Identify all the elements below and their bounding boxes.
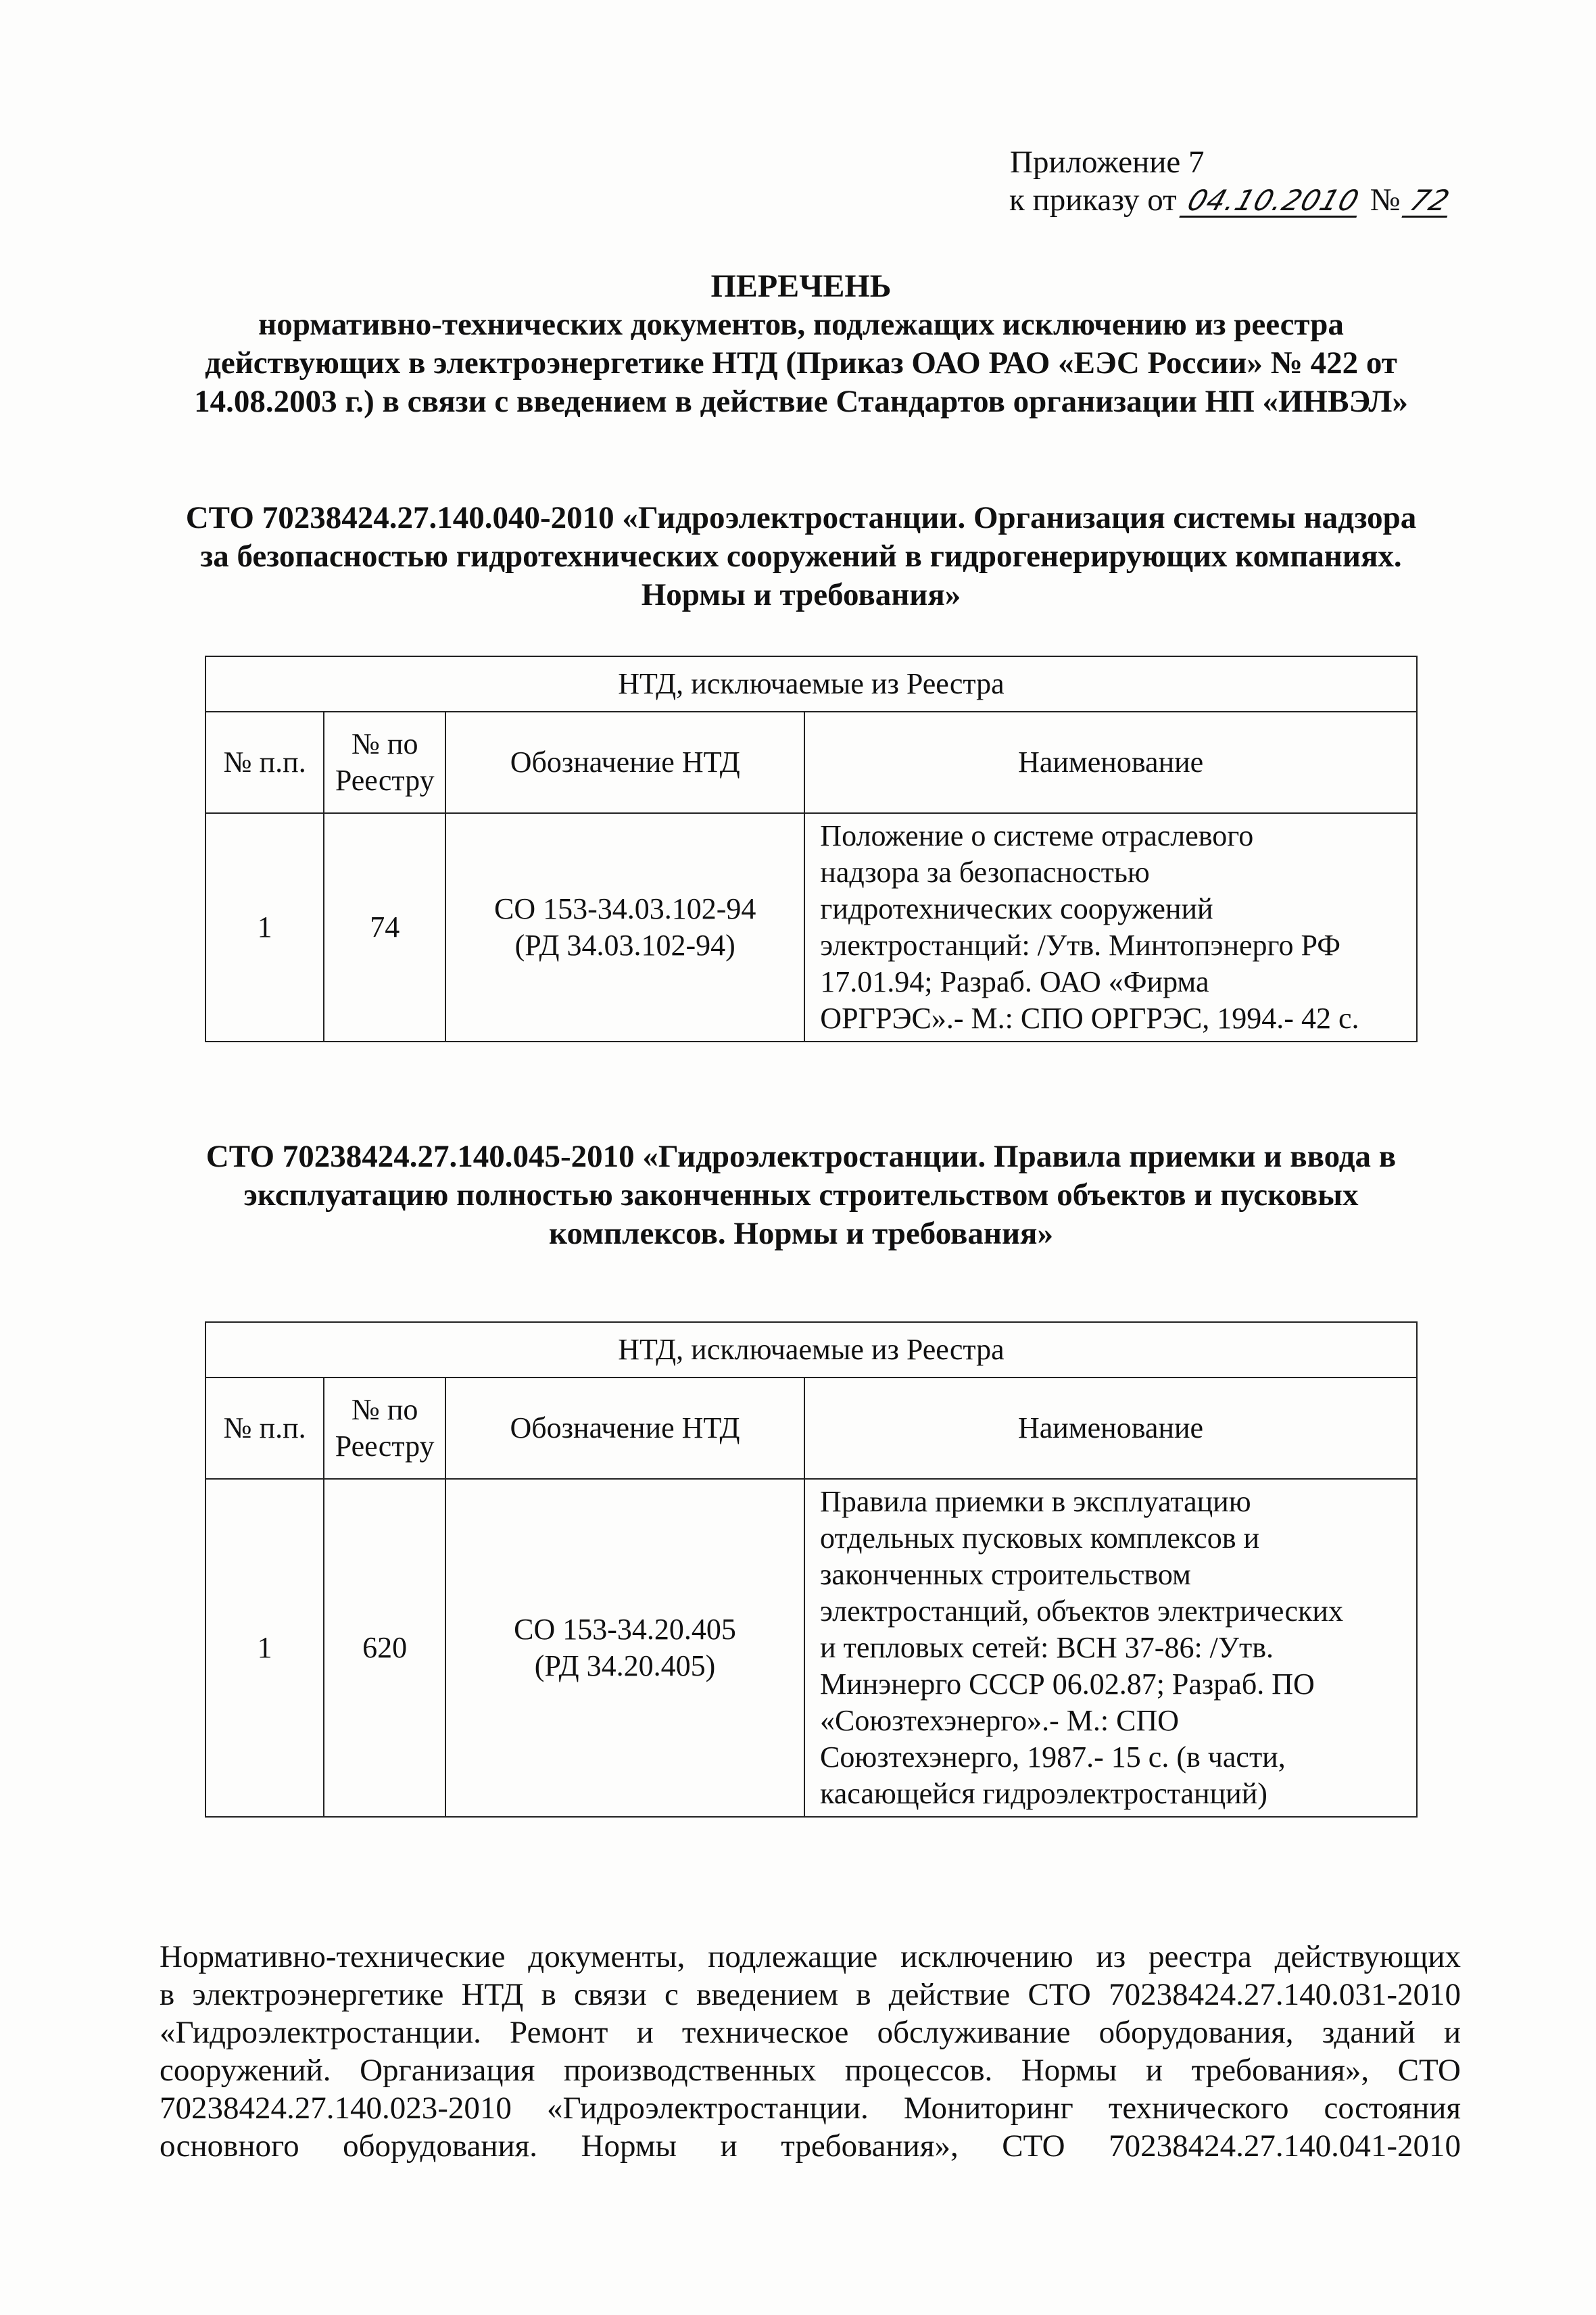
designation-line: (РД 34.03.102-94) <box>514 929 735 962</box>
title-subline: 14.08.2003 г.) в связи с введением в действие Стандартов организации НП «ИНВЭЛ» <box>194 384 1408 419</box>
cell-registry-no: 74 <box>324 813 445 1042</box>
table-header-row <box>205 712 1417 813</box>
header-line: Обозначение НТД <box>510 746 740 779</box>
cell-name <box>804 813 1417 1042</box>
paragraph-line: сооружений. Организация производственных процессов. Нормы и требования», СТО <box>160 2053 1461 2088</box>
paragraph-line: Нормативно-технические документы, подлежащие исключению из реестра действующих <box>160 1939 1461 1974</box>
name-line: законченных строительством <box>820 1558 1191 1591</box>
cell-pp: 1 <box>205 1479 324 1817</box>
name-line: электростанций: /Утв. Минтопэнерго РФ <box>820 929 1340 962</box>
cell-designation <box>445 813 804 1042</box>
ntd-table-2 <box>205 1321 1418 1818</box>
annex-label: Приложение 7 <box>1010 145 1205 180</box>
ntd-table-1 <box>205 656 1418 1042</box>
header-registry-no <box>324 1378 445 1479</box>
designation-line: (РД 34.20.405) <box>534 1649 716 1682</box>
table-caption: НТД, исключаемые из Реестра <box>205 656 1417 712</box>
table-header-row <box>205 1378 1417 1479</box>
cell-pp: 1 <box>205 813 324 1042</box>
table-caption-row <box>205 656 1417 712</box>
section-title-line: за безопасностью гидротехнических сооружений в гидрогенерирующих компаниях. <box>200 539 1402 574</box>
header-designation <box>445 1378 804 1479</box>
name-line: Минэнерго СССР 06.02.87; Разраб. ПО <box>820 1667 1315 1701</box>
order-prefix: к приказу от <box>1009 182 1177 218</box>
number-sign: № <box>1370 182 1401 218</box>
header-line: Реестру <box>335 764 435 797</box>
header-name <box>804 1378 1417 1479</box>
cell-name <box>804 1479 1417 1817</box>
header-line: Наименование <box>1017 1411 1204 1444</box>
section-title-1 <box>108 499 1494 614</box>
designation-line: СО 153-34.03.102-94 <box>493 892 756 925</box>
designation-line: СО 153-34.20.405 <box>514 1613 736 1646</box>
table-caption-row <box>205 1322 1417 1378</box>
header-line: Обозначение НТД <box>510 1411 740 1444</box>
header-line: № п.п. <box>223 1411 306 1444</box>
paragraph-line: в электроэнергетике НТД в связи с введением в действие СТО 70238424.27.140.031-2010 <box>160 1977 1461 2012</box>
title-subline: нормативно-технических документов, подлежащих исключению из реестра <box>258 307 1344 342</box>
name-line: 17.01.94; Разраб. ОАО «Фирма <box>820 965 1209 998</box>
annex-header <box>1010 143 1453 219</box>
name-line: касающейся гидроэлектростанций) <box>820 1777 1267 1810</box>
section-title-line: СТО 70238424.27.140.040-2010 «Гидроэлектростанции. Организация системы надзора <box>185 500 1417 535</box>
order-reference <box>1009 181 1453 219</box>
header-line: № по <box>351 1393 418 1426</box>
name-line: отдельных пусковых комплексов и <box>820 1521 1260 1555</box>
section-title-line: СТО 70238424.27.140.045-2010 «Гидроэлектростанции. Правила приемки и ввода в <box>205 1139 1397 1174</box>
header-line: № по <box>351 727 418 760</box>
handwritten-order-number: 72 <box>1402 186 1458 218</box>
cell-designation <box>445 1479 804 1817</box>
header-line: Наименование <box>1018 746 1204 779</box>
header-designation <box>445 712 804 813</box>
title-main: ПЕРЕЧЕНЬ <box>710 268 892 304</box>
header-line: Реестру <box>335 1430 435 1463</box>
document-title <box>108 267 1494 421</box>
name-line: Положение о системе отраслевого <box>820 819 1254 852</box>
paragraph-line: 70238424.27.140.023-2010 «Гидроэлектростанции. Мониторинг технического состояния <box>160 2091 1461 2126</box>
name-line: надзора за безопасностью <box>820 856 1150 889</box>
cell-registry-no: 620 <box>324 1479 445 1817</box>
table-caption: НТД, исключаемые из Реестра <box>205 1322 1417 1378</box>
header-line: № п.п. <box>223 746 306 779</box>
name-line: электростанций, объектов электрических <box>820 1594 1343 1628</box>
section-title-line: Нормы и требования» <box>641 577 961 612</box>
header-registry-no <box>324 712 445 813</box>
name-line: и тепловых сетей: ВСН 37-86: /Утв. <box>820 1631 1274 1664</box>
paragraph-line: основного оборудования. Нормы и требования», СТО 70238424.27.140.041-2010 <box>160 2128 1461 2164</box>
table-row <box>205 813 1417 1042</box>
name-line: ОРГРЭС».- М.: СПО ОРГРЭС, 1994.- 42 с. <box>820 1002 1359 1035</box>
name-line: гидротехнических сооружений <box>820 892 1213 925</box>
header-pp <box>205 1378 324 1479</box>
name-line: Союзтехэнерго, 1987.- 15 с. (в части, <box>820 1740 1286 1774</box>
header-name <box>804 712 1417 813</box>
table-row <box>205 1479 1417 1817</box>
section-title-2 <box>108 1138 1494 1253</box>
name-line: Правила приемки в эксплуатацию <box>820 1485 1251 1518</box>
section-title-line: эксплуатацию полностью законченных строительством объектов и пусковых <box>243 1177 1359 1213</box>
header-pp <box>205 712 324 813</box>
paragraph-line: «Гидроэлектростанции. Ремонт и техническое обслуживание оборудования, зданий и <box>160 2015 1461 2050</box>
section-title-line: комплексов. Нормы и требования» <box>549 1216 1053 1251</box>
name-line: «Союзтехэнерго».- М.: СПО <box>820 1704 1180 1737</box>
title-subline: действующих в электроэнергетике НТД (Приказ ОАО РАО «ЕЭС России» № 422 от <box>205 345 1397 381</box>
footer-paragraph <box>160 1938 1461 2165</box>
handwritten-date: 04.10.2010 <box>1180 186 1368 218</box>
